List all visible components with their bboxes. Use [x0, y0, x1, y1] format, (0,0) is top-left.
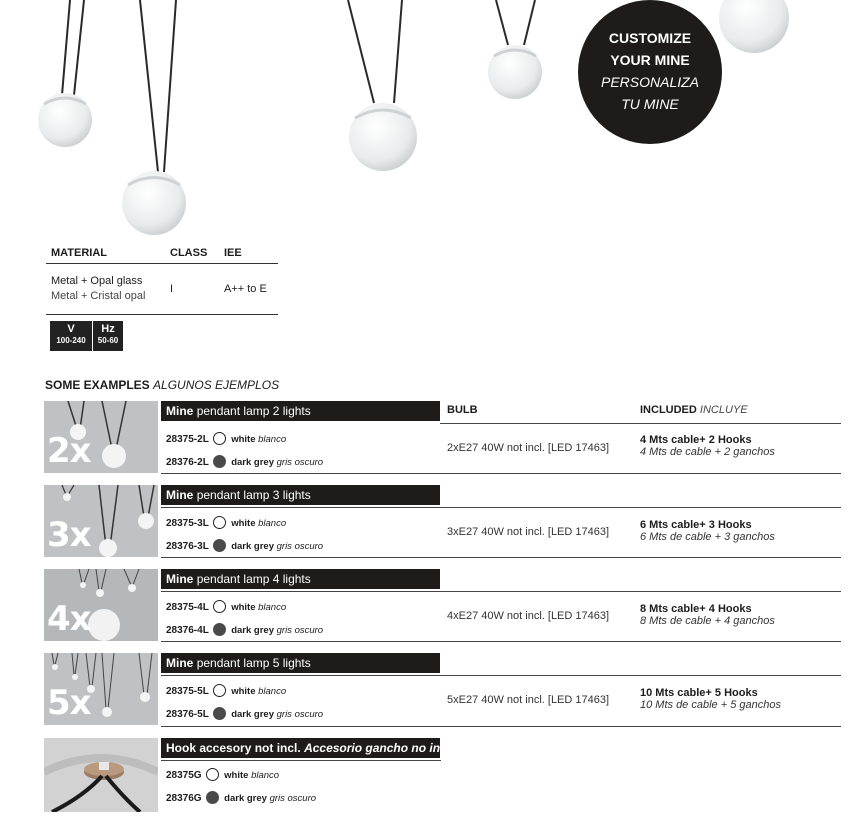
included-header-en: INCLUDED — [640, 404, 697, 416]
bulb-info: 2xE27 40W not incl. [LED 17463] — [447, 442, 610, 454]
frequency-value: 50-60 — [97, 336, 119, 345]
product-code: 28375-2L — [166, 434, 209, 446]
included-header-es: INCLUYE — [699, 404, 748, 416]
row-divider — [161, 591, 841, 592]
product-name-rest: pendant lamp 5 lights — [196, 656, 311, 670]
color-name-en: dark grey — [231, 457, 274, 469]
color-name-es: gris oscuro — [276, 457, 324, 469]
color-name-en: white — [231, 434, 256, 446]
customize-badge[interactable] — [578, 0, 722, 144]
product-code: 28375-5L — [166, 686, 209, 698]
header-divider — [440, 423, 841, 424]
white-swatch-icon — [213, 600, 226, 613]
product-code: 28375-4L — [166, 602, 209, 614]
product-thumbnail-3l — [44, 485, 158, 557]
included-header — [640, 404, 748, 416]
row-divider — [161, 557, 841, 558]
included-es: 4 Mts de cable + 2 ganchos — [640, 446, 775, 458]
variant-white — [166, 685, 286, 698]
included-en: 6 Mts cable+ 3 Hooks — [640, 519, 752, 531]
color-name-en: dark grey — [231, 541, 274, 553]
included-info — [640, 519, 775, 543]
hook-title-en: Hook accesory not incl. — [166, 741, 301, 755]
spec-material-es: Metal + Cristal opal — [51, 290, 146, 302]
multiplier-label: 2x — [47, 431, 91, 471]
variant-grey — [166, 708, 323, 721]
row-divider — [161, 473, 841, 474]
variant-white — [166, 769, 279, 782]
badge-line-2: YOUR MINE — [610, 52, 690, 68]
multiplier-label: 3x — [47, 515, 91, 555]
color-name-es: gris oscuro — [276, 709, 324, 721]
badge-line-1: CUSTOMIZE — [608, 30, 692, 46]
product-name-bold: Mine — [166, 572, 194, 586]
white-swatch-icon — [213, 684, 226, 697]
product-name-rest: pendant lamp 3 lights — [196, 488, 311, 502]
variant-grey — [166, 540, 323, 553]
product-title-bar — [161, 485, 440, 505]
variant-grey — [166, 456, 323, 469]
white-swatch-icon — [213, 432, 226, 445]
spec-divider — [46, 314, 278, 315]
bulb-info: 4xE27 40W not incl. [LED 17463] — [447, 610, 610, 622]
spec-divider — [46, 263, 278, 264]
product-title-bar — [161, 401, 440, 421]
color-name-en: white — [231, 518, 256, 530]
color-name-es: gris oscuro — [269, 793, 317, 805]
included-info — [640, 434, 775, 458]
multiplier-label: 4x — [47, 599, 91, 639]
product-code: 28376G — [166, 793, 202, 805]
product-title-bar — [161, 653, 440, 673]
hook-title-es: Accesorio gancho no incl. — [304, 741, 454, 755]
included-es: 8 Mts de cable + 4 ganchos — [640, 615, 775, 627]
product-code: 28375-3L — [166, 518, 209, 530]
included-info — [640, 687, 781, 711]
included-es: 10 Mts de cable + 5 ganchos — [640, 699, 781, 711]
variant-white — [166, 601, 286, 614]
product-thumbnail-4l — [44, 569, 158, 641]
color-name-es: blanco — [258, 602, 287, 614]
color-name-es: blanco — [258, 518, 287, 530]
dark-grey-swatch-icon — [213, 455, 226, 468]
variant-white — [166, 433, 286, 446]
product-thumbnail-5l — [44, 653, 158, 725]
multiplier-label: 5x — [47, 683, 91, 723]
voltage-label: V — [67, 323, 75, 335]
hook-title-bar — [161, 738, 454, 758]
dark-grey-swatch-icon — [213, 539, 226, 552]
product-thumbnail-2l — [44, 401, 158, 473]
white-swatch-icon — [213, 516, 226, 529]
dark-grey-swatch-icon — [206, 791, 219, 804]
spec-header-iee: IEE — [224, 247, 242, 259]
product-code: 28376-2L — [166, 457, 209, 469]
examples-title-en: SOME EXAMPLES — [45, 378, 150, 392]
bulb-info: 5xE27 40W not incl. [LED 17463] — [447, 694, 610, 706]
product-name-bold: Mine — [166, 404, 194, 418]
included-en: 10 Mts cable+ 5 Hooks — [640, 687, 758, 699]
row-divider — [161, 726, 841, 727]
color-name-en: dark grey — [231, 625, 274, 637]
color-name-es: gris oscuro — [276, 625, 324, 637]
product-code: 28376-5L — [166, 709, 209, 721]
dark-grey-swatch-icon — [213, 623, 226, 636]
variant-grey — [166, 792, 316, 805]
badge-line-4: TU MINE — [621, 96, 679, 112]
frequency-label: Hz — [101, 323, 115, 335]
badge-line-3: PERSONALIZA — [600, 74, 700, 90]
row-divider — [161, 760, 441, 761]
row-divider — [161, 675, 841, 676]
product-code: 28375G — [166, 770, 202, 782]
lamp-globe — [38, 93, 92, 147]
color-name-en: dark grey — [224, 793, 267, 805]
examples-title-es: ALGUNOS EJEMPLOS — [153, 378, 280, 392]
hook-icon — [44, 738, 158, 812]
examples-title — [45, 378, 279, 392]
hook-thumbnail — [44, 738, 158, 812]
bulb-info: 3xE27 40W not incl. [LED 17463] — [447, 526, 610, 538]
product-name-rest: pendant lamp 4 lights — [196, 572, 311, 586]
color-name-en: white — [231, 602, 256, 614]
row-divider — [161, 641, 841, 642]
variant-white — [166, 517, 286, 530]
spec-material-en: Metal + Opal glass — [51, 275, 143, 287]
product-code: 28376-3L — [166, 541, 209, 553]
included-es: 6 Mts de cable + 3 ganchos — [640, 531, 775, 543]
color-name-en: white — [231, 686, 256, 698]
included-en: 4 Mts cable+ 2 Hooks — [640, 434, 752, 446]
product-name-rest: pendant lamp 2 lights — [196, 404, 311, 418]
color-name-en: dark grey — [231, 709, 274, 721]
color-name-es: blanco — [258, 434, 287, 446]
color-name-en: white — [224, 770, 249, 782]
product-name-bold: Mine — [166, 656, 194, 670]
dark-grey-swatch-icon — [213, 707, 226, 720]
included-info — [640, 603, 775, 627]
color-name-es: blanco — [258, 686, 287, 698]
row-divider — [161, 507, 841, 508]
product-code: 28376-4L — [166, 625, 209, 637]
color-name-es: blanco — [251, 770, 280, 782]
voltage-value: 100-240 — [56, 336, 86, 345]
spec-iee: A++ to E — [224, 283, 267, 295]
spec-header-material: MATERIAL — [51, 247, 108, 259]
variant-grey — [166, 624, 323, 637]
frequency-box — [93, 321, 123, 351]
white-swatch-icon — [206, 768, 219, 781]
hero-lamps-illustration — [0, 0, 860, 240]
included-en: 8 Mts cable+ 4 Hooks — [640, 603, 752, 615]
voltage-box — [50, 321, 92, 351]
product-name-bold: Mine — [166, 488, 194, 502]
bulb-header: BULB — [447, 404, 478, 416]
spec-class: I — [170, 283, 174, 295]
spec-header-class: CLASS — [170, 247, 208, 259]
color-name-es: gris oscuro — [276, 541, 324, 553]
product-title-bar — [161, 569, 440, 589]
